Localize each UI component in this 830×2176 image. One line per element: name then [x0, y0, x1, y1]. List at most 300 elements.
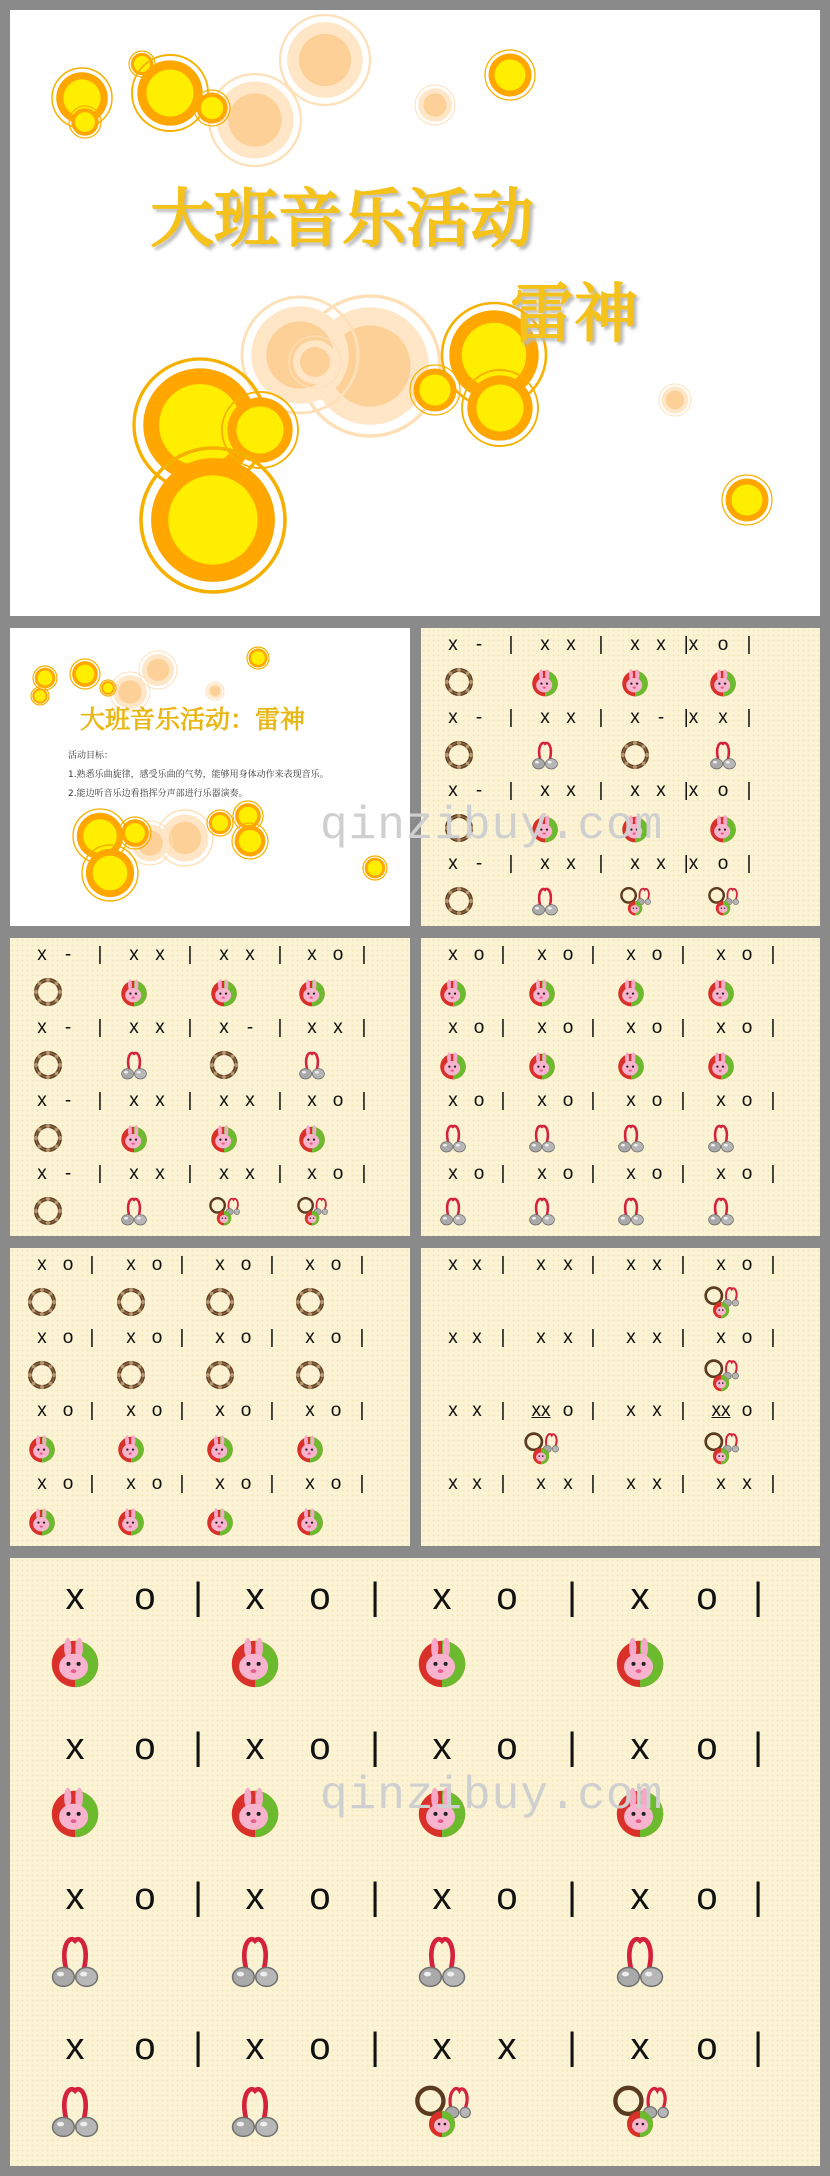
rhythm-token: | [359, 1327, 365, 1348]
combined-instruments-icon [703, 1284, 739, 1325]
rhythm-token: x [305, 1473, 315, 1494]
rhythm-token: x [307, 1017, 317, 1038]
rhythm-row [421, 780, 820, 805]
rhythm-token: x [566, 707, 576, 728]
rhythm-token: | [89, 1254, 95, 1275]
rhythm-token: - [64, 944, 72, 965]
rhythm-token: x [540, 634, 550, 655]
rhythm-token: o [330, 1400, 342, 1421]
rhythm-token: o [741, 1400, 753, 1421]
combined-instruments-icon [296, 1195, 328, 1232]
apple-rattle-icon [294, 1505, 326, 1542]
rhythm-token: x [630, 2026, 650, 2068]
rhythm-token: o [134, 1576, 156, 1618]
rhythm-token: x [155, 944, 165, 965]
rhythm-token: x [448, 1254, 458, 1275]
rhythm-token: x [37, 1163, 47, 1184]
tambourine-icon [443, 885, 475, 922]
rhythm-token: | [370, 1576, 380, 1618]
rhythm-token: x [742, 1473, 752, 1494]
rhythm-token: x [126, 1254, 136, 1275]
rhythm-token: x [626, 1327, 636, 1348]
hand-bells-icon [46, 1932, 104, 1995]
rhythm-token: x [432, 1876, 452, 1918]
combined-instruments-icon [413, 2082, 471, 2145]
rhythm-token: | [680, 1327, 686, 1348]
rhythm-token: o [651, 1163, 663, 1184]
hand-bells-icon [226, 2082, 284, 2145]
rhythm-token: | [193, 1726, 203, 1768]
score-slide-5 [421, 1248, 820, 1546]
rhythm-token: x [129, 1017, 139, 1038]
rhythm-token: | [746, 634, 752, 655]
tambourine-icon [443, 739, 475, 776]
rhythm-token: x [129, 1090, 139, 1111]
rhythm-token: | [590, 944, 596, 965]
rhythm-token: x [245, 1876, 265, 1918]
rhythm-token: o [309, 2026, 331, 2068]
rhythm-row [10, 1576, 820, 1620]
hand-bells-icon [437, 1122, 469, 1159]
rhythm-token: x [626, 1017, 636, 1038]
tambourine-icon [294, 1359, 326, 1396]
apple-rattle-icon [529, 812, 561, 849]
apple-rattle-icon [437, 1049, 469, 1086]
apple-rattle-icon [208, 976, 240, 1013]
rhythm-token: o [651, 1017, 663, 1038]
rhythm-token: x [716, 1254, 726, 1275]
rhythm-row [10, 2026, 820, 2070]
rhythm-token: o [134, 2026, 156, 2068]
hand-bells-icon [413, 1932, 471, 1995]
rhythm-token: x [245, 1163, 255, 1184]
rhythm-token: | [500, 1090, 506, 1111]
rhythm-token: x [626, 1163, 636, 1184]
rhythm-row [421, 944, 820, 969]
rhythm-token: x [537, 1017, 547, 1038]
hand-bells-icon [611, 1932, 669, 1995]
hand-bells-icon [705, 1122, 737, 1159]
rhythm-token: o [717, 780, 729, 801]
watermark: qinzibuy.com [320, 1770, 664, 1822]
apple-rattle-icon [615, 976, 647, 1013]
apple-rattle-icon [294, 1432, 326, 1469]
rhythm-token: | [680, 1473, 686, 1494]
rhythm-token: | [746, 707, 752, 728]
rhythm-token: | [269, 1473, 275, 1494]
apple-rattle-icon [615, 1049, 647, 1086]
rhythm-token: o [151, 1473, 163, 1494]
rhythm-token: x [630, 634, 640, 655]
rhythm-token: | [187, 1090, 193, 1111]
rhythm-token: | [370, 1726, 380, 1768]
rhythm-token: | [680, 1254, 686, 1275]
rhythm-token: | [590, 1327, 596, 1348]
rhythm-token: o [240, 1327, 252, 1348]
apple-rattle-icon [296, 976, 328, 1013]
rhythm-token: | [359, 1400, 365, 1421]
rhythm-token: | [746, 853, 752, 874]
rhythm-token: x [656, 853, 666, 874]
apple-rattle-icon [437, 976, 469, 1013]
rhythm-token: | [277, 1163, 283, 1184]
rhythm-token: x [155, 1163, 165, 1184]
rhythm-token: o [717, 853, 729, 874]
rhythm-token: x [432, 1576, 452, 1618]
rhythm-token: x [626, 1254, 636, 1275]
apple-rattle-icon [118, 1122, 150, 1159]
rhythm-token: x [215, 1254, 225, 1275]
rhythm-token: | [500, 1327, 506, 1348]
rhythm-token: | [361, 1017, 367, 1038]
rhythm-token: | [187, 1017, 193, 1038]
rhythm-token: x [37, 1254, 47, 1275]
rhythm-token: | [590, 1163, 596, 1184]
rhythm-token: o [309, 1726, 331, 1768]
rhythm-token: o [741, 1163, 753, 1184]
objectives-heading: 活动目标： [68, 751, 114, 761]
rhythm-row [10, 1473, 410, 1498]
rhythm-token: | [500, 1163, 506, 1184]
rhythm-token: | [770, 944, 776, 965]
rhythm-token: x [448, 707, 458, 728]
rhythm-token: | [770, 1400, 776, 1421]
rhythm-token: | [680, 1090, 686, 1111]
rhythm-token: x [65, 2026, 85, 2068]
rhythm-token: | [567, 1876, 577, 1918]
rhythm-token: | [770, 1090, 776, 1111]
rhythm-token: - [475, 634, 483, 655]
hand-bells-icon [118, 1049, 150, 1086]
rhythm-token: x [716, 1090, 726, 1111]
rhythm-token: o [151, 1327, 163, 1348]
rhythm-token: x [563, 1254, 573, 1275]
rhythm-token: x [448, 634, 458, 655]
rhythm-token: | [277, 1017, 283, 1038]
rhythm-token: | [567, 2026, 577, 2068]
rhythm-token: o [562, 1017, 574, 1038]
apple-rattle-icon [208, 1122, 240, 1159]
tambourine-icon [443, 666, 475, 703]
rhythm-token: | [508, 707, 514, 728]
rhythm-token: x [219, 1017, 229, 1038]
rhythm-token: o [309, 1876, 331, 1918]
tambourine-icon [619, 739, 651, 776]
apple-rattle-icon [707, 812, 739, 849]
rhythm-token: o [741, 1090, 753, 1111]
rhythm-row [10, 1726, 820, 1770]
tambourine-icon [204, 1359, 236, 1396]
rhythm-token: x [307, 944, 317, 965]
rhythm-token: o [741, 1254, 753, 1275]
tambourine-icon [26, 1359, 58, 1396]
rhythm-token: | [590, 1473, 596, 1494]
rhythm-row [421, 853, 820, 878]
rhythm-token: | [193, 1876, 203, 1918]
rhythm-token: | [500, 1254, 506, 1275]
objectives-slide [10, 628, 410, 926]
rhythm-token: o [741, 1327, 753, 1348]
apple-rattle-icon [529, 666, 561, 703]
rhythm-token: o [741, 1017, 753, 1038]
apple-rattle-icon [204, 1432, 236, 1469]
rhythm-row [10, 944, 410, 969]
rhythm-token: x [307, 1090, 317, 1111]
rhythm-token: |x [683, 634, 699, 655]
rhythm-token: | [89, 1327, 95, 1348]
rhythm-token: x [716, 944, 726, 965]
rhythm-token: o [151, 1254, 163, 1275]
apple-rattle-icon [526, 1049, 558, 1086]
rhythm-token: x [245, 1726, 265, 1768]
rhythm-token: o [496, 1876, 518, 1918]
rhythm-token: o [330, 1254, 342, 1275]
rhythm-token: - [475, 853, 483, 874]
rhythm-row [421, 1327, 820, 1352]
rhythm-token: x [448, 1400, 458, 1421]
hand-bells-icon [529, 885, 561, 922]
rhythm-token: x [333, 1017, 343, 1038]
rhythm-token: o [562, 944, 574, 965]
rhythm-token: o [496, 1576, 518, 1618]
rhythm-token: x [718, 707, 728, 728]
hand-bells-icon [707, 739, 739, 776]
rhythm-token: o [473, 1090, 485, 1111]
rhythm-token: x [215, 1327, 225, 1348]
rhythm-token: x [540, 853, 550, 874]
rhythm-token: x [65, 1576, 85, 1618]
rhythm-token: x [448, 1327, 458, 1348]
rhythm-token: x [472, 1254, 482, 1275]
rhythm-token: x [126, 1327, 136, 1348]
rhythm-token: x [536, 1473, 546, 1494]
rhythm-token: o [562, 1400, 574, 1421]
rhythm-token: o [151, 1400, 163, 1421]
rhythm-token: x [563, 1327, 573, 1348]
rhythm-token: | [598, 707, 604, 728]
rhythm-token: x [305, 1254, 315, 1275]
rhythm-token: x [716, 1163, 726, 1184]
rhythm-token: o [741, 944, 753, 965]
rhythm-token: x [626, 1090, 636, 1111]
rhythm-token: x [563, 1473, 573, 1494]
apple-rattle-icon [611, 1632, 669, 1695]
score-slide-6 [10, 1558, 820, 2166]
rhythm-token: | [269, 1254, 275, 1275]
rhythm-token: x [448, 944, 458, 965]
rhythm-token: | [359, 1254, 365, 1275]
rhythm-token: x [497, 2026, 517, 2068]
rhythm-token: | [753, 1876, 763, 1918]
rhythm-token: x [536, 1327, 546, 1348]
hand-bells-icon [226, 1932, 284, 1995]
rhythm-token: | [500, 944, 506, 965]
rhythm-token: - [64, 1090, 72, 1111]
score-slide-3 [421, 938, 820, 1236]
rhythm-row [421, 1163, 820, 1188]
apple-rattle-icon [26, 1505, 58, 1542]
score-slide-4 [10, 1248, 410, 1546]
rhythm-token: x [630, 1876, 650, 1918]
rhythm-token: | [269, 1327, 275, 1348]
rhythm-token: x [65, 1726, 85, 1768]
rhythm-token: | [508, 853, 514, 874]
rhythm-token: | [770, 1017, 776, 1038]
hand-bells-icon [118, 1195, 150, 1232]
apple-rattle-icon [226, 1782, 284, 1845]
rhythm-token: o [473, 1017, 485, 1038]
rhythm-token: x [448, 1473, 458, 1494]
rhythm-token: x [448, 1017, 458, 1038]
slide-subtitle: 雷神 [510, 278, 638, 352]
rhythm-token: - [64, 1017, 72, 1038]
rhythm-token: x [129, 1163, 139, 1184]
apple-rattle-icon [707, 666, 739, 703]
rhythm-token: o [332, 944, 344, 965]
rhythm-token: x [540, 707, 550, 728]
apple-rattle-icon [115, 1432, 147, 1469]
rhythm-token: x [716, 1017, 726, 1038]
rhythm-token: o [330, 1473, 342, 1494]
combined-instruments-icon [703, 1430, 739, 1471]
rhythm-token: x [472, 1400, 482, 1421]
rhythm-token: | [187, 944, 193, 965]
apple-rattle-icon [526, 976, 558, 1013]
rhythm-token: | [97, 944, 103, 965]
combined-instruments-icon [703, 1357, 739, 1398]
rhythm-token: o [62, 1400, 74, 1421]
rhythm-token: | [500, 1017, 506, 1038]
rhythm-row [10, 1017, 410, 1042]
rhythm-token: x [630, 707, 640, 728]
apple-rattle-icon [46, 1782, 104, 1845]
rhythm-token: | [746, 780, 752, 801]
rhythm-token: o [651, 944, 663, 965]
slide-title: 大班音乐活动：雷神 [80, 705, 306, 734]
rhythm-token: | [680, 1163, 686, 1184]
rhythm-row [421, 634, 820, 659]
rhythm-token: | [361, 944, 367, 965]
apple-rattle-icon [26, 1432, 58, 1469]
rhythm-token: x [540, 780, 550, 801]
score-slide-1 [421, 628, 820, 926]
rhythm-token: | [370, 2026, 380, 2068]
rhythm-token: - [64, 1163, 72, 1184]
hand-bells-icon [296, 1049, 328, 1086]
rhythm-token: x [65, 1876, 85, 1918]
rhythm-token: | [179, 1400, 185, 1421]
tambourine-icon [32, 1195, 64, 1232]
rhythm-token: xx [711, 1400, 731, 1421]
title-slide [10, 10, 820, 616]
rhythm-token: | [193, 1576, 203, 1618]
apple-rattle-icon [118, 976, 150, 1013]
rhythm-token: | [359, 1473, 365, 1494]
rhythm-row [10, 1254, 410, 1279]
rhythm-token: x [630, 780, 640, 801]
hand-bells-icon [615, 1195, 647, 1232]
rhythm-token: | [269, 1400, 275, 1421]
rhythm-token: o [696, 1576, 718, 1618]
rhythm-token: x [432, 1726, 452, 1768]
hand-bells-icon [705, 1195, 737, 1232]
rhythm-token: x [448, 780, 458, 801]
tambourine-icon [32, 1122, 64, 1159]
tambourine-icon [115, 1359, 147, 1396]
rhythm-token: x [448, 853, 458, 874]
rhythm-token: o [562, 1090, 574, 1111]
rhythm-token: o [332, 1090, 344, 1111]
rhythm-row [421, 1254, 820, 1279]
rhythm-token: o [62, 1473, 74, 1494]
rhythm-token: | [753, 1726, 763, 1768]
rhythm-token: x [219, 1163, 229, 1184]
rhythm-token: o [240, 1254, 252, 1275]
tambourine-icon [115, 1286, 147, 1323]
rhythm-token: x [566, 780, 576, 801]
tambourine-icon [204, 1286, 236, 1323]
rhythm-row [10, 1876, 820, 1920]
score-slide-2 [10, 938, 410, 1236]
rhythm-token: x [307, 1163, 317, 1184]
rhythm-token: x [129, 944, 139, 965]
rhythm-row [421, 1400, 820, 1425]
objective-1: 1.熟悉乐曲旋律，感受乐曲的气势，能够用身体动作来表现音乐。 [68, 770, 329, 780]
rhythm-token: o [332, 1163, 344, 1184]
rhythm-token: | [508, 780, 514, 801]
rhythm-token: x [37, 1473, 47, 1494]
rhythm-token: x [566, 634, 576, 655]
rhythm-token: x [215, 1400, 225, 1421]
rhythm-token: | [370, 1876, 380, 1918]
tambourine-icon [32, 976, 64, 1013]
rhythm-token: x [652, 1327, 662, 1348]
rhythm-token: | [770, 1473, 776, 1494]
rhythm-token: o [309, 1576, 331, 1618]
rhythm-token: | [361, 1163, 367, 1184]
rhythm-token: | [680, 944, 686, 965]
rhythm-token: o [473, 944, 485, 965]
rhythm-token: | [97, 1090, 103, 1111]
rhythm-token: o [696, 1726, 718, 1768]
rhythm-token: o [473, 1163, 485, 1184]
rhythm-token: | [598, 634, 604, 655]
rhythm-token: | [277, 944, 283, 965]
rhythm-row [10, 1090, 410, 1115]
apple-rattle-icon [46, 1632, 104, 1695]
rhythm-token: x [626, 1400, 636, 1421]
rhythm-token: x [448, 1090, 458, 1111]
rhythm-token: x [219, 1090, 229, 1111]
rhythm-row [10, 1163, 410, 1188]
rhythm-token: x [448, 1163, 458, 1184]
combined-instruments-icon [523, 1430, 559, 1471]
rhythm-token: | [179, 1473, 185, 1494]
rhythm-token: | [590, 1400, 596, 1421]
rhythm-token: | [753, 1576, 763, 1618]
rhythm-token: x [432, 2026, 452, 2068]
rhythm-token: x [537, 944, 547, 965]
rhythm-token: - [657, 707, 665, 728]
rhythm-token: | [361, 1090, 367, 1111]
rhythm-token: | [89, 1400, 95, 1421]
combined-instruments-icon [707, 885, 739, 922]
hand-bells-icon [615, 1122, 647, 1159]
rhythm-token: o [62, 1254, 74, 1275]
rhythm-row [10, 1327, 410, 1352]
apple-rattle-icon [619, 666, 651, 703]
apple-rattle-icon [115, 1505, 147, 1542]
